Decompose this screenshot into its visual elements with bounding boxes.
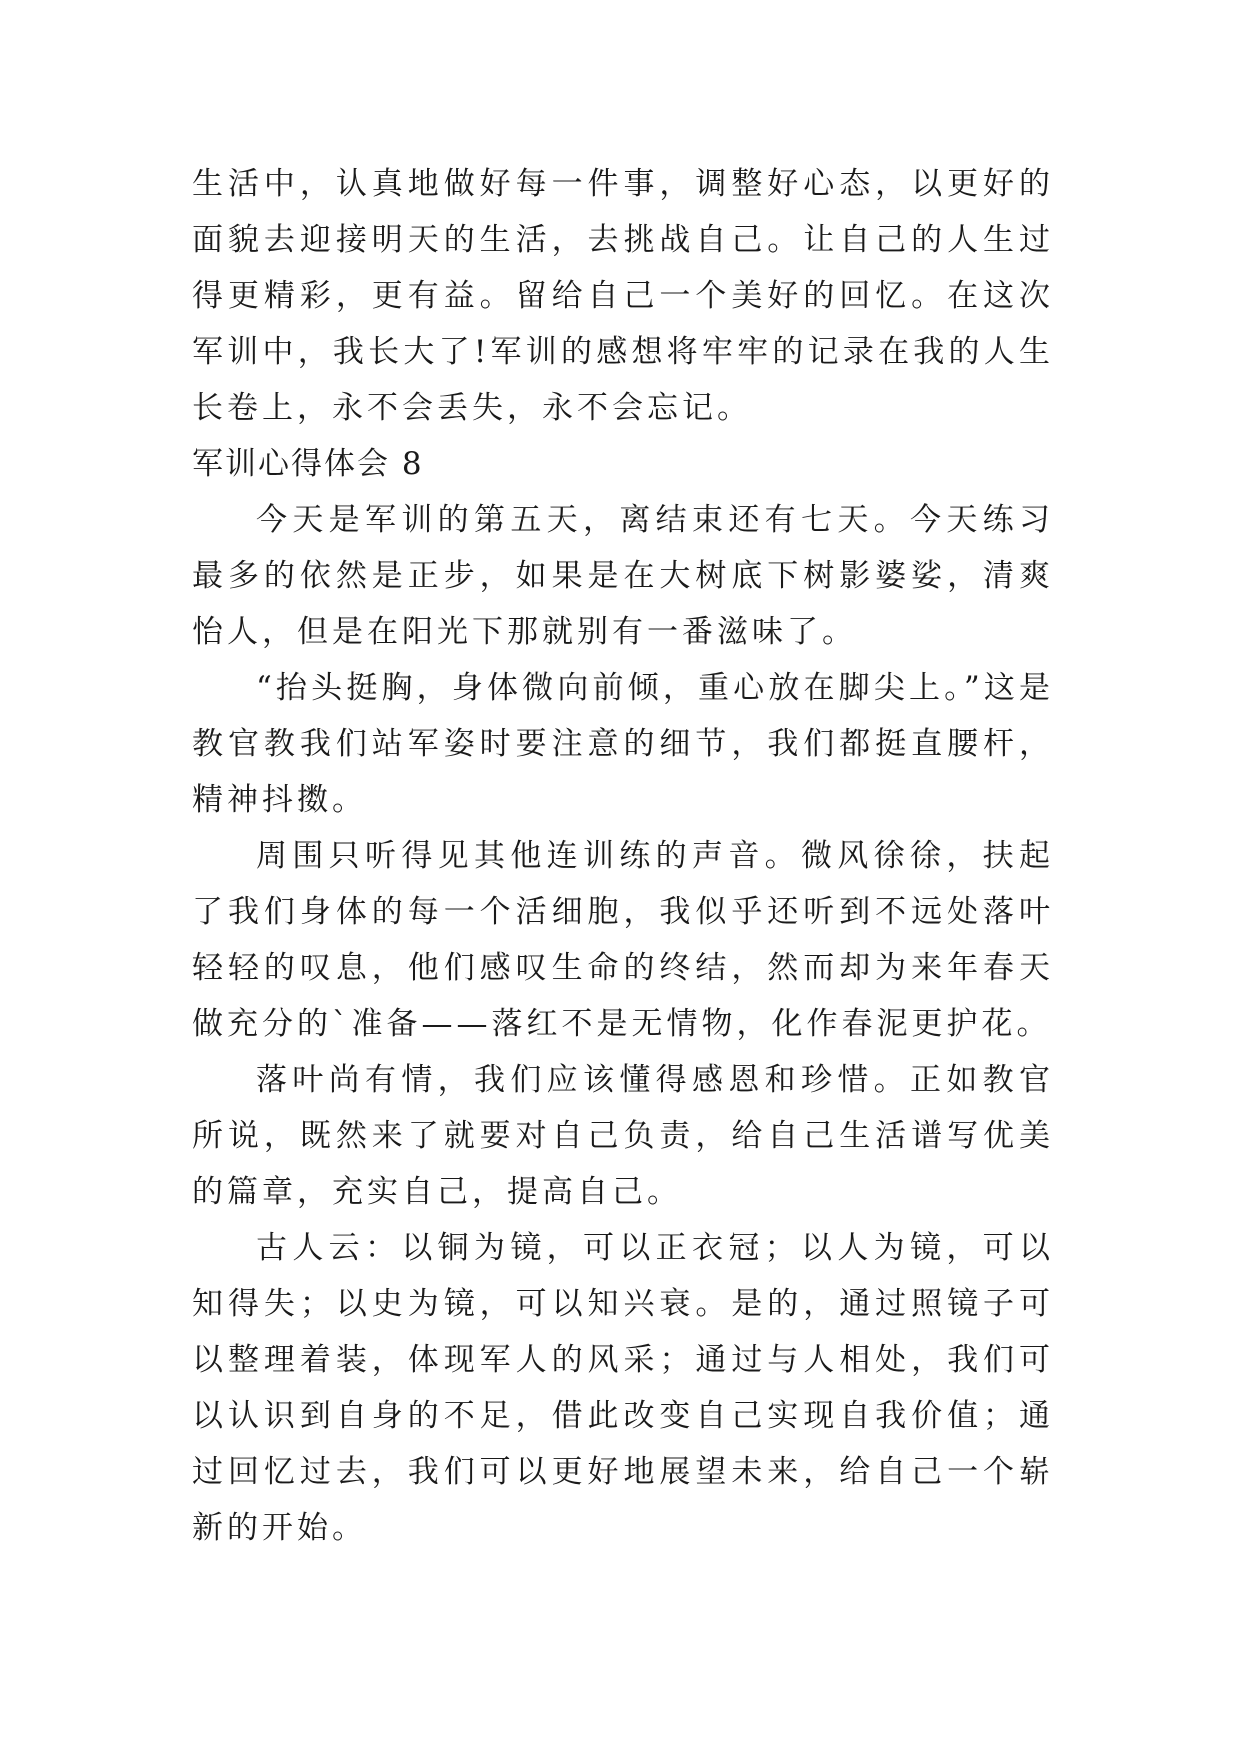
document-body <box>192 156 1054 1556</box>
body-paragraph-2: “抬头挺胸，身体微向前倾，重心放在脚尖上。”这是教官教我们站军姿时要注意的细节，我们都挺直腰杆，精神抖擞。 <box>192 670 1054 818</box>
section-title: 军训心得体会 8 <box>192 446 424 482</box>
body-paragraph-5: 古人云：以铜为镜，可以正衣冠；以人为镜，可以知得失；以史为镜，可以知兴衰。是的，通过照镜子可以整理着装，体现军人的风采；通过与人相处，我们可以认识到自身的不足，借此改变自己实现自我价值；通过回忆过去，我们可以更好地展望未来，给自己一个崭新的开始。 <box>192 1230 1054 1546</box>
body-paragraph-4: 落叶尚有情，我们应该懂得感恩和珍惜。正如教官所说，既然来了就要对自己负责，给自己生活谱写优美的篇章，充实自己，提高自己。 <box>192 1062 1054 1210</box>
intro-paragraph: 生活中，认真地做好每一件事，调整好心态，以更好的面貌去迎接明天的生活，去挑战自己。让自己的人生过得更精彩，更有益。留给自己一个美好的回忆。在这次军训中，我长大了!军训的感想将牢牢的记录在我的人生长卷上，永不会丢失，永不会忘记。 <box>192 166 1054 426</box>
body-paragraph-1: 今天是军训的第五天，离结束还有七天。今天练习最多的依然是正步，如果是在大树底下树影婆娑，清爽怡人，但是在阳光下那就别有一番滋味了。 <box>192 502 1054 650</box>
body-paragraph-3: 周围只听得见其他连训练的声音。微风徐徐，扶起了我们身体的每一个活细胞，我似乎还听到不远处落叶轻轻的叹息，他们感叹生命的终结，然而却为来年春天做充分的`准备——落红不是无情物，化作春泥更护花。 <box>192 838 1054 1042</box>
